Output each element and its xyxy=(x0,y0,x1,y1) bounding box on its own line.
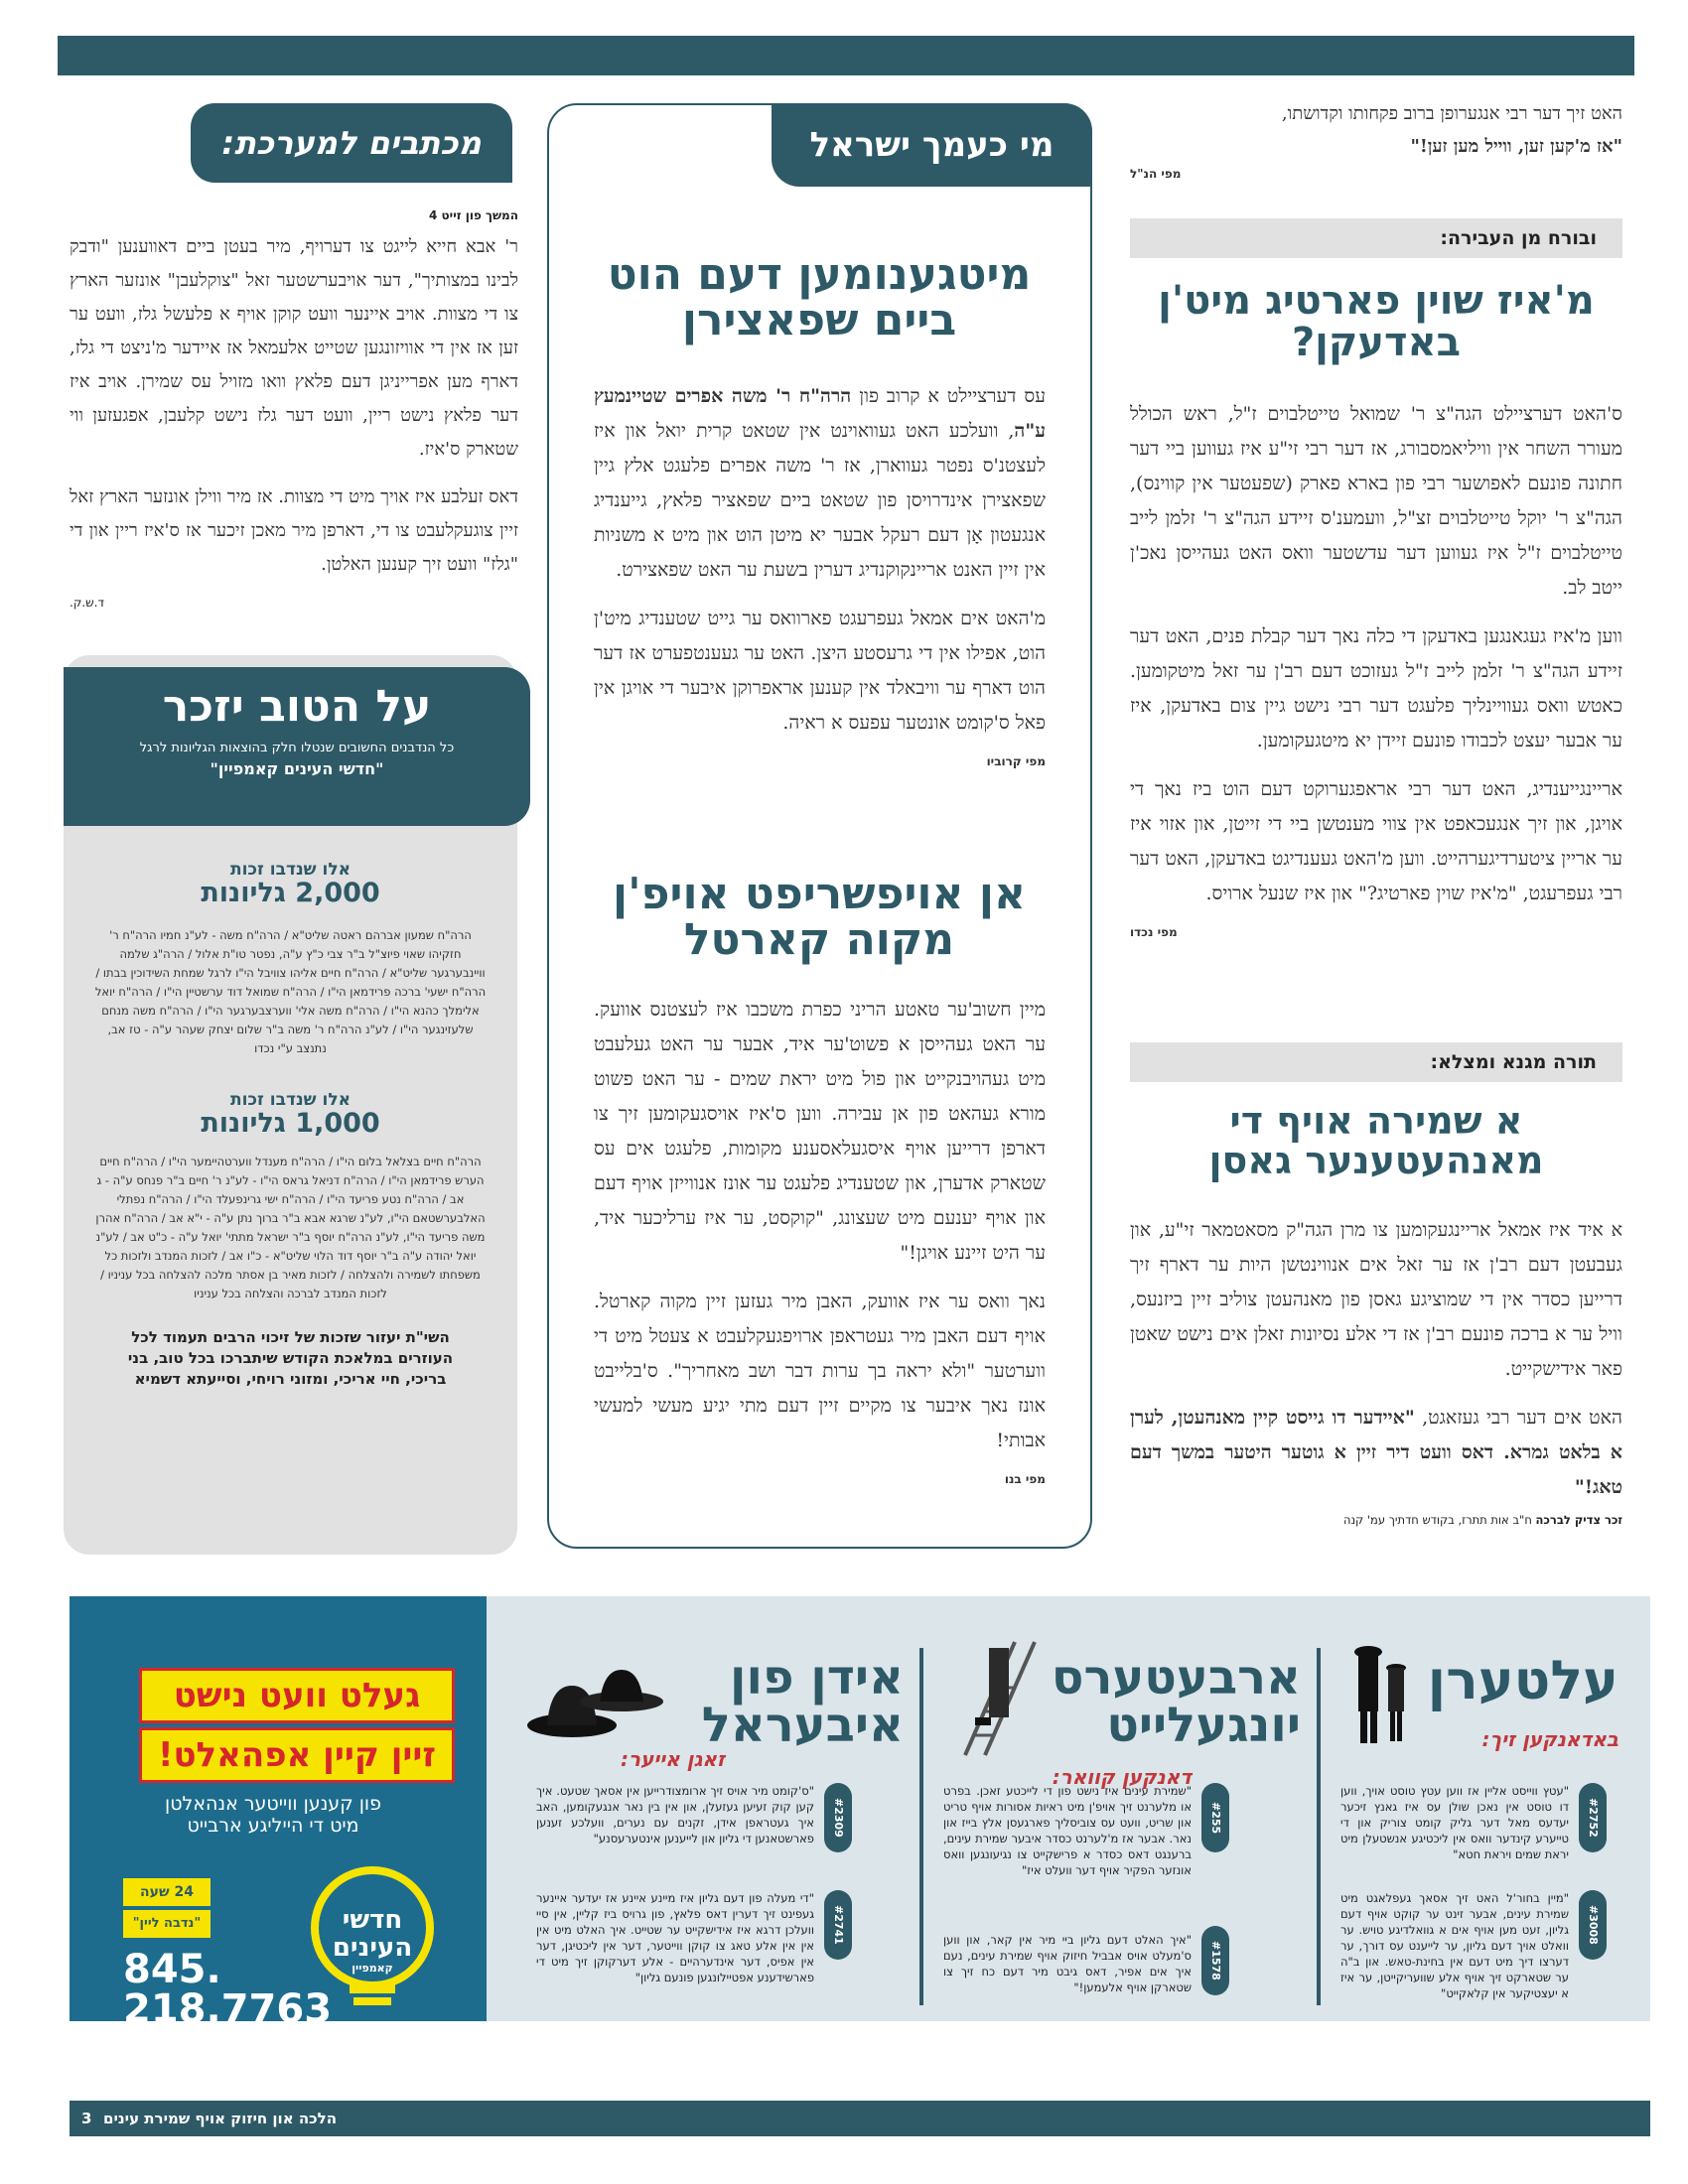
intro-quote: "אז מ'קען זען, ווייל מען זען!" xyxy=(1410,136,1622,157)
donors-campaign: "חדשי העינים קאמפיין" xyxy=(210,759,384,778)
paragraph: נאך וואס ער איז אוועק, האבן מיר געזען זיין מקוה קארטל. אויף דעם האבן מיר געטראפן ארויפגעקלעבט א צעטל מיט די ווערטער "ולא יראה בך ערות דבר ושב מאחריך". ס'בלייבט אונז נאך איבער צו מקיים זיין דעם מתי יגיע מעשי למעשי אבותי! xyxy=(594,1291,1046,1451)
divider xyxy=(1317,1648,1321,2005)
banner-subtitle: באדאנקען זיך: xyxy=(1481,1727,1618,1751)
testimonial: "איך האלט דעם גליון ביי מיר אין קאר, און ווען ס'מעלט אויס אבביל חיזוק אויף שמירת עינים, נעם איך אים אפיר, דאס גיבט מיר דעם כח זיך צו שטארקן אויף אלעמען!" xyxy=(943,1933,1192,1994)
donor-names: הרה"ח שמעון אברהם ראטה שליט"א / הרה"ח משה - לע"נ חמיו הרה"ח ר' חזקיהו שאוי פיוצ"ל ב"ר צבי כ"ץ ע"ה, נפטר טו"ת אלול / הרה"ג שלמה וויינבערגער שליט"א / הרה"ח חיים אליהו צוויבל הי"ו לרגל שמחת השידוכין בבתו / הרה"ח ישעי' ברכה פרידמאן הי"ו / הרה"ח שמואל דוד ערשטיין הי"ו / הרה"ח יואל אלימלך כהנא הי"ו / הרה"ח משה אלי' ווערצבערגער הי"ו / הרה"ח משה מנחם שלעזינגער הי"ו / לע"נ הרה"ח ר' משה ב"ר שלום יצחק שעהר ע"ה - טז אב, נתנצב ע"י נכדו xyxy=(94,928,487,1055)
phone-prefix: 845. xyxy=(123,1947,221,1992)
testimonial: "שמירת עינים איז נישט פון די לייכטע זאכן. בפרט או מלערנט זיך אויפ'ן מיט ראיות אסורות אויף טריט און שריט, וועט עס צוביסליך פארגעסן אלץ בייז און נאר. אבער אז מ'לערנט כסדר איבער שמירת עינים, ברענגט דאס כסדר א פרישקייט צו נגיעונגען וואס אונזער הפקיר אויף דער וועלט איז" xyxy=(943,1784,1192,1877)
article-body xyxy=(1130,1213,1622,1527)
footer-title: הלכה און חיזוק אויף שמירת עינים xyxy=(103,2110,338,2127)
paragraph: ווען מ'איז געגאנגען באדעקן די כלה נאך דער קבלת פנים, האט דער זיידע הגה"צ ר' זלמן לייב ז"ל געזוכט דעם רב'ן ער זאל מיטקומען. כאטש וואס געוויינליך פלעגט דער רבי נישט גיין צום באדעקן, איז ער אבער יעצט לכבודו פונעם זיידן יא מיטגעקומען. xyxy=(1130,625,1622,751)
paragraph: דאס זעלבע איז אויך מיט די מצוות. אז מיר ווילן אונזער הארץ זאל זיין צוגעקלעבט צו די, דארפן מיר מאכן זיכער אז ס'איז ריין און די "גלז" וועט זיך קענען האלטן. xyxy=(70,486,518,575)
banner-title: ארבעטערס יונגעלייט xyxy=(1051,1650,1301,1753)
source-note: ח"ב אות תתרז, בקודש חדתיך עמ' קנה xyxy=(1342,1513,1532,1527)
article-title: א שמירה אויף די מאנהעטענער גאסן xyxy=(1208,1099,1544,1182)
top-bar xyxy=(58,36,1634,75)
logo-text xyxy=(310,1906,435,1975)
donors-list xyxy=(64,858,517,1390)
letter-number: #3008 xyxy=(1579,1890,1607,1960)
article-title: אן אויפשריפט אויפ'ן מקוה קארטל xyxy=(612,869,1027,966)
article-body xyxy=(594,993,1046,1486)
promo-headline: געלט וועט נישט xyxy=(139,1668,455,1723)
promo-headline: זיין קיין אפהאלט! xyxy=(139,1727,455,1783)
paragraph: עס דערציילט א קרוב פון xyxy=(859,385,1046,407)
intro-text: האט זיך דער רבי אנגערופן ברוב פקחותו וקדושתו, xyxy=(1281,103,1622,124)
source-bold: זכר צדיק לברכה xyxy=(1535,1513,1622,1527)
paragraph: , וועלכע האט געוואוינט אין שטאט קרית יואל און איז לעצטנ'ס נפטר געווארן, אז ר' משה אפרים פלעגט אלץ גיין שפאצירן אינדרויסן פון שטאט ביים שפאציר פלאץ, גייענדיג אנגעטון אָן דעם רעקל אבער יא מיטן הוט און מיט א משניות אין זיין האנט אריינקוקנדיג דערין בשעת ער האט שפאצירט. xyxy=(594,420,1046,581)
paragraph: מ'האט אים אמאל געפרעגט פארוואס ער גייט שטענדיג מיט'ן הוט, אפילו אין די גרעסטע היצן. האט ער געענטפערט אז דער הוט דארף ער וויבאלד אין קענען אראפרוקן איבער די אויגן אין פאל ס'קומט אונטער עפעס א ראיה. xyxy=(594,608,1046,734)
line-badge: "נדבה ליין" xyxy=(123,1910,211,1938)
tier-amount: 1,000 גליונות xyxy=(201,1108,380,1139)
banner-subtitle: דאנקען קוואר: xyxy=(1052,1765,1192,1789)
donors-title: על הטוב יזכר xyxy=(162,681,432,732)
donors-subtitle: כל הנדבנים החשובים שנטלו חלק בהוצאות הגליונות לרגל xyxy=(139,741,455,755)
banner-title: אידן פון איבעראל xyxy=(701,1650,904,1753)
source-note: מפי קרוביו xyxy=(986,754,1046,768)
logo-line1: חדשי xyxy=(342,1905,403,1935)
continued-note: המשך פון זייט 4 xyxy=(428,208,518,222)
letter-number: #1578 xyxy=(1201,1926,1229,1995)
source-note: מפי הנ"ל xyxy=(1130,167,1182,181)
testimonial: "עטץ ווייסט אליין אז ווען עטץ טוסט אויך, ווען דו טוסט אין נאכן שולן עס איז גאנץ זיכער יעדעס מאל דער גליק קומט צוריק און די טייערע קינדער וואס אין ליכטיגע אנשטעלן מיט יראת שמים ויראת חטא" xyxy=(1340,1784,1569,1861)
donors-blessing: השי"ת יעזור שזכות של זיכוי הרבים תעמוד לכל העוזרים במלאכת הקודש שיתברכו בכל טוב, בני בריכי, חיי אריכי, ומזוני רויחי, וסייעתא דשמיא xyxy=(127,1328,454,1388)
signature: ד.ש.ק. xyxy=(70,596,105,610)
phone-number: 218.7763 xyxy=(123,1986,333,2032)
banner-title: עלטערן xyxy=(1427,1649,1618,1711)
paragraph: ס'האט דערציילט הגה"צ ר' שמואל טייטלבוים ז"ל, ראש הכולל מעורר השחר אין וויליאמסבורג, אז דער רבי זי"ע איז געווען ביי דער חתונה פונעם לאפושער רבי פון בארא פארק (שפעטער אין קווינס), הגה"צ ר' יוקל טייטלבוים זצ"ל, וועמענ'ס זיידע הגה"צ ר' זלמן לייב טייטלבוים ז"ל איז געווען דער עדשטער וואס האט געהייסן נאכ'ן ייטב לב. xyxy=(1130,403,1622,599)
section-label: ובורח מן העבירה: xyxy=(1130,218,1622,258)
page-number: 3 xyxy=(81,2110,92,2127)
article-title: מיטגענומען דעם הוט ביים שפאצירן xyxy=(607,249,1032,346)
tier-title: אלו שנדבו זכות xyxy=(229,860,351,880)
letter-number: #2309 xyxy=(824,1783,852,1852)
donor-names: הרה"ח חיים בצלאל בלום הי"ו / הרה"ח מענדל ווערטהיימער הי"ו / הרה"ח חיים הערש פרידמאן הי"ו / הרה"ח דניאל גראס הי"ו - לע"נ ר' חיים ב"ר פנחס ע"ה - ג אב / הרה"ח נטע פריעד הי"ו / הרה"ח ישי גרינפעלד הי"ו / הרה"ח נפתלי האלבערשטאם הי"ו, לע"נ שרגא אבא ב"ר ברוך נתן ע"ה - י"א אב / הרה"ח אהרן משה פריעד הי"ו, לע"נ הרה"ח יוסף ב"ר ישראל מתתי' יואל ע"ה - כ"ט אב / לע"נ יואל יהודה ע"ה ב"ר יוסף דוד הלוי שליט"א - כ"ו אב / לזכות המנדב ולזכות כל משפחתו לשמירה ולהצלחה / לזכות מאיר בן אסתר מלכה להצלחה בכל עניניו / לזכות המנדב לברכה והצלחה בכל עניניו xyxy=(95,1155,486,1300)
hours-badge: 24 שעה xyxy=(123,1878,211,1906)
donors-header xyxy=(64,667,530,826)
letter-number: #2752 xyxy=(1579,1783,1607,1852)
divider xyxy=(919,1648,923,2005)
paragraph: אריינגייענדיג, האט דער רבי אראפגערוקט דעם הוט ביז נאך די אויגן, און זיך אנגעכאפט אין צווי מענטשן ביי די זייטן, און אזוי איז ער אריין ציטערדיגערהייט. ווען מ'האט געענדיגט באדעקן, האט דער רבי געפרעגט, "מ'איז שוין פארטיג?" און איז שנעל ארויס. xyxy=(1130,778,1622,904)
article-body xyxy=(594,379,1046,768)
people-icon xyxy=(1340,1638,1420,1747)
tier-amount: 2,000 גליונות xyxy=(201,878,380,908)
right-column xyxy=(1130,99,1622,181)
tier-title: אלו שנדבו זכות xyxy=(229,1090,351,1110)
section-tab: מכתבים למערכת: xyxy=(191,103,512,183)
logo-line3: קאמפיין xyxy=(352,1962,393,1975)
banner-subtitle: זאגן אייער: xyxy=(620,1747,725,1771)
paragraph: מיין חשוב'ער טאטע הריני כפרת משכבו איז לעצטנס אוועק. ער האט געהייסן א פשוט'ער איד, אבער ער האט געלעבט מיט געהויבנקייט און פול מיט יראת שמים - ער האט פשוט מורא געהאט פון אן עבירה. ווען ס'איז אויסגעקומען זיך צו דארפן דרייען אויף איסגעלאסענע מקומות, פלעגט אים עס שטארק אדערן, און שטענדיג פלעגט ער אונז אנווייזן אויף דעם און אויף יענעם מיט שעצונג, "קוקסט, ער איז ערליכער איד, ער היט זיינע אויגן!" xyxy=(594,999,1046,1264)
letter-number: #2741 xyxy=(824,1890,852,1960)
paragraph: ר' אבא חייא לייגט צו דערויף, מיר בעטן ביים דאווענען "ודבק לבינו במצותיך", דער אויבערשטער זאל "צוקלעבן" אונזער הארץ צו די מצוות. אויב איינער וועט קוקן אויף א פלעשל גלז, וועט ער זען אז אין די אוויזונגען שטייט אלעמאל אז איידער מ'ניצט די גלז, דארף מען אפרייניגן דעם פלאץ וואו מזויל עס שמירן. אויב איז דער פלאץ נישט ריין, וועט דער גלז נישט קלעבן, אפגעזען ווי שטארק ס'איז. xyxy=(70,236,518,460)
section-label: תורה מגנא ומצלא: xyxy=(1130,1042,1622,1082)
ladder-icon xyxy=(945,1638,1055,1757)
article-body xyxy=(1130,397,1622,939)
hats-icon xyxy=(522,1656,671,1755)
paragraph: א איד איז אמאל אריינגעקומען צו מרן הגה"ק מסאטמאר זי"ע, און געבעטן דעם רב'ן אז ער זאל אים אנווינטשן היות ער דארף זיך דרייען כסדר אין די שמוציגע גאסן פון מאנהעטן צוליב זיין ביזנעס, וויל ער א ברכה פונעם רב'ן אז די אלע נסיונות זאלן אים נישט שאטן פאר אידישקייט. xyxy=(1130,1219,1622,1380)
promo-text: פון קענען ווייטער אנהאלטן xyxy=(165,1793,381,1815)
source-note: מפי נכדו xyxy=(1130,925,1178,939)
letter-number: #255 xyxy=(1201,1783,1229,1852)
promo-text: מיט די הייליגע ארבייט xyxy=(187,1815,359,1837)
testimonial: "ס'קומט מיר אויס זיך ארומצודרייען אין אסאך שטעט. איך קען קוק זעיען געזעלן, און אין בין נאר אנגעקומען, האב איך געטראפן אידן, זקנים עם נערים, וועלכע זענען פארשטאנען די גליון און לייענען אינטערעסנע" xyxy=(536,1784,814,1845)
logo-line2: העינים xyxy=(332,1933,413,1963)
section-tab: מי כעמך ישראל xyxy=(772,103,1092,187)
letters-column xyxy=(70,208,518,610)
testimonial: "מיין בחור'ל האט זיך אסאך געפלאגט מיט שמירת עינים, אבער זינט ער קוקט אויף דעם גליון, זעט מען אויף אים א גוואלדיגע טויש. ער וואלט אויך דעם גליון, ער לייענט עס דורך, ער דערצו דיך מיט דעם אין בחינת-טאש. און ב"ה ער שטארקט זיך אויף אלע שוועריקייטן, ער איז א יעצטיקער אין קלאקייט" xyxy=(1340,1891,1569,2000)
article-title: מ'איז שוין פארטיג מיט'ן באדעקן? xyxy=(1158,278,1595,365)
paragraph: האט אים דער רבי געזאגט, xyxy=(1422,1407,1622,1429)
page-footer xyxy=(70,2101,1650,2136)
person-name: הרה"ח ר' משה אפרים שטיינמעץ ע"ה xyxy=(594,385,1046,442)
quote: "איידער דו גייסט קיין מאנהעטן, לערן א בלאט גמרא. דאס וועט דיר זיין א גוטער היטער במשך דעם טאג!" xyxy=(1130,1407,1622,1498)
source-note: מפי בנו xyxy=(1004,1472,1046,1486)
testimonial: "די מעלה פון דעם גליון איז מיינע איינע אז יעדער איינער געפינט זיך דערין דאס פלאץ, פון גרויס ביז קליין, אין סיי וועלכן דרגא איז אידישקייט ער שטייט. איך האלט מיט אין אין אין אלע טאג צו קוקן ווייטער, דער אין ליכטיגן, דער אין אפיס, דער אינדערהיים - אלע דערקוקן זיך מיט די פארשידענע אפטיילונגען פונעם גליון" xyxy=(536,1891,814,1984)
